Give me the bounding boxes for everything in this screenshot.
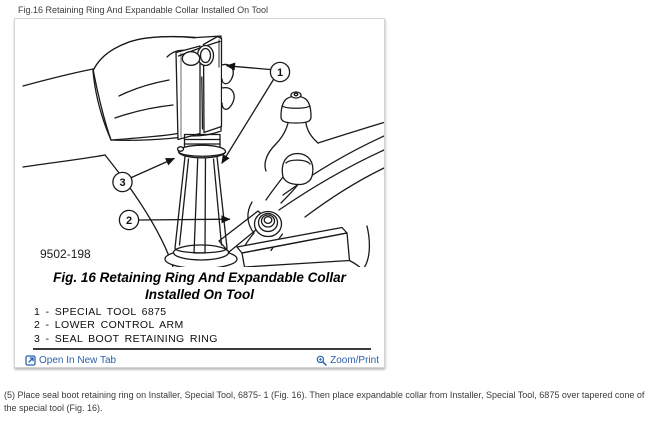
special-tool-drawing — [176, 37, 234, 140]
open-in-new-tab-label: Open In New Tab — [39, 354, 117, 366]
callout-1 — [270, 62, 289, 81]
instruction-text: (5) Place seal boot retaining ring on Installer, Special Tool, 6875- 1 (Fig. 16). Then place expandable collar from Installer, Special Tool, 6875 over tapered cone of the special tool (Fig. 16). — [4, 390, 645, 413]
technical-illustration — [15, 19, 384, 267]
callout-2-number: 2 — [125, 215, 133, 227]
callout-3 — [113, 172, 132, 191]
legend-item-1: 1 - SPECIAL TOOL 6875 — [34, 306, 167, 318]
open-in-new-tab-link[interactable] — [25, 355, 116, 366]
callout-1-number: 1 — [276, 67, 284, 79]
legend-item-3: 3 - SEAL BOOT RETAINING RING — [34, 332, 218, 345]
zoom-print-link[interactable] — [316, 355, 379, 366]
drawing-number: 9502-198 — [40, 247, 91, 261]
figure-divider — [33, 348, 371, 350]
figure-caption-heading: Fig.16 Retaining Ring And Expandable Collar Installed On Tool — [18, 5, 268, 15]
viewer-toolbar — [25, 352, 379, 368]
zoom-print-label: Zoom/Print — [330, 354, 379, 366]
legend-item-2: 2 - LOWER CONTROL ARM — [34, 319, 184, 332]
figure-legend — [34, 306, 218, 346]
magnifier-icon — [316, 355, 327, 366]
figure-title-line1: Fig. 16 Retaining Ring And Expandable Collar — [53, 270, 346, 285]
figure-title — [15, 270, 384, 303]
figure-title-line2: Installed On Tool — [144, 286, 254, 302]
block-drawing — [237, 228, 360, 268]
callout-3-number: 3 — [119, 177, 126, 189]
callout-2 — [119, 210, 138, 229]
open-in-new-tab-icon — [25, 355, 36, 366]
figure-viewer — [14, 18, 385, 368]
